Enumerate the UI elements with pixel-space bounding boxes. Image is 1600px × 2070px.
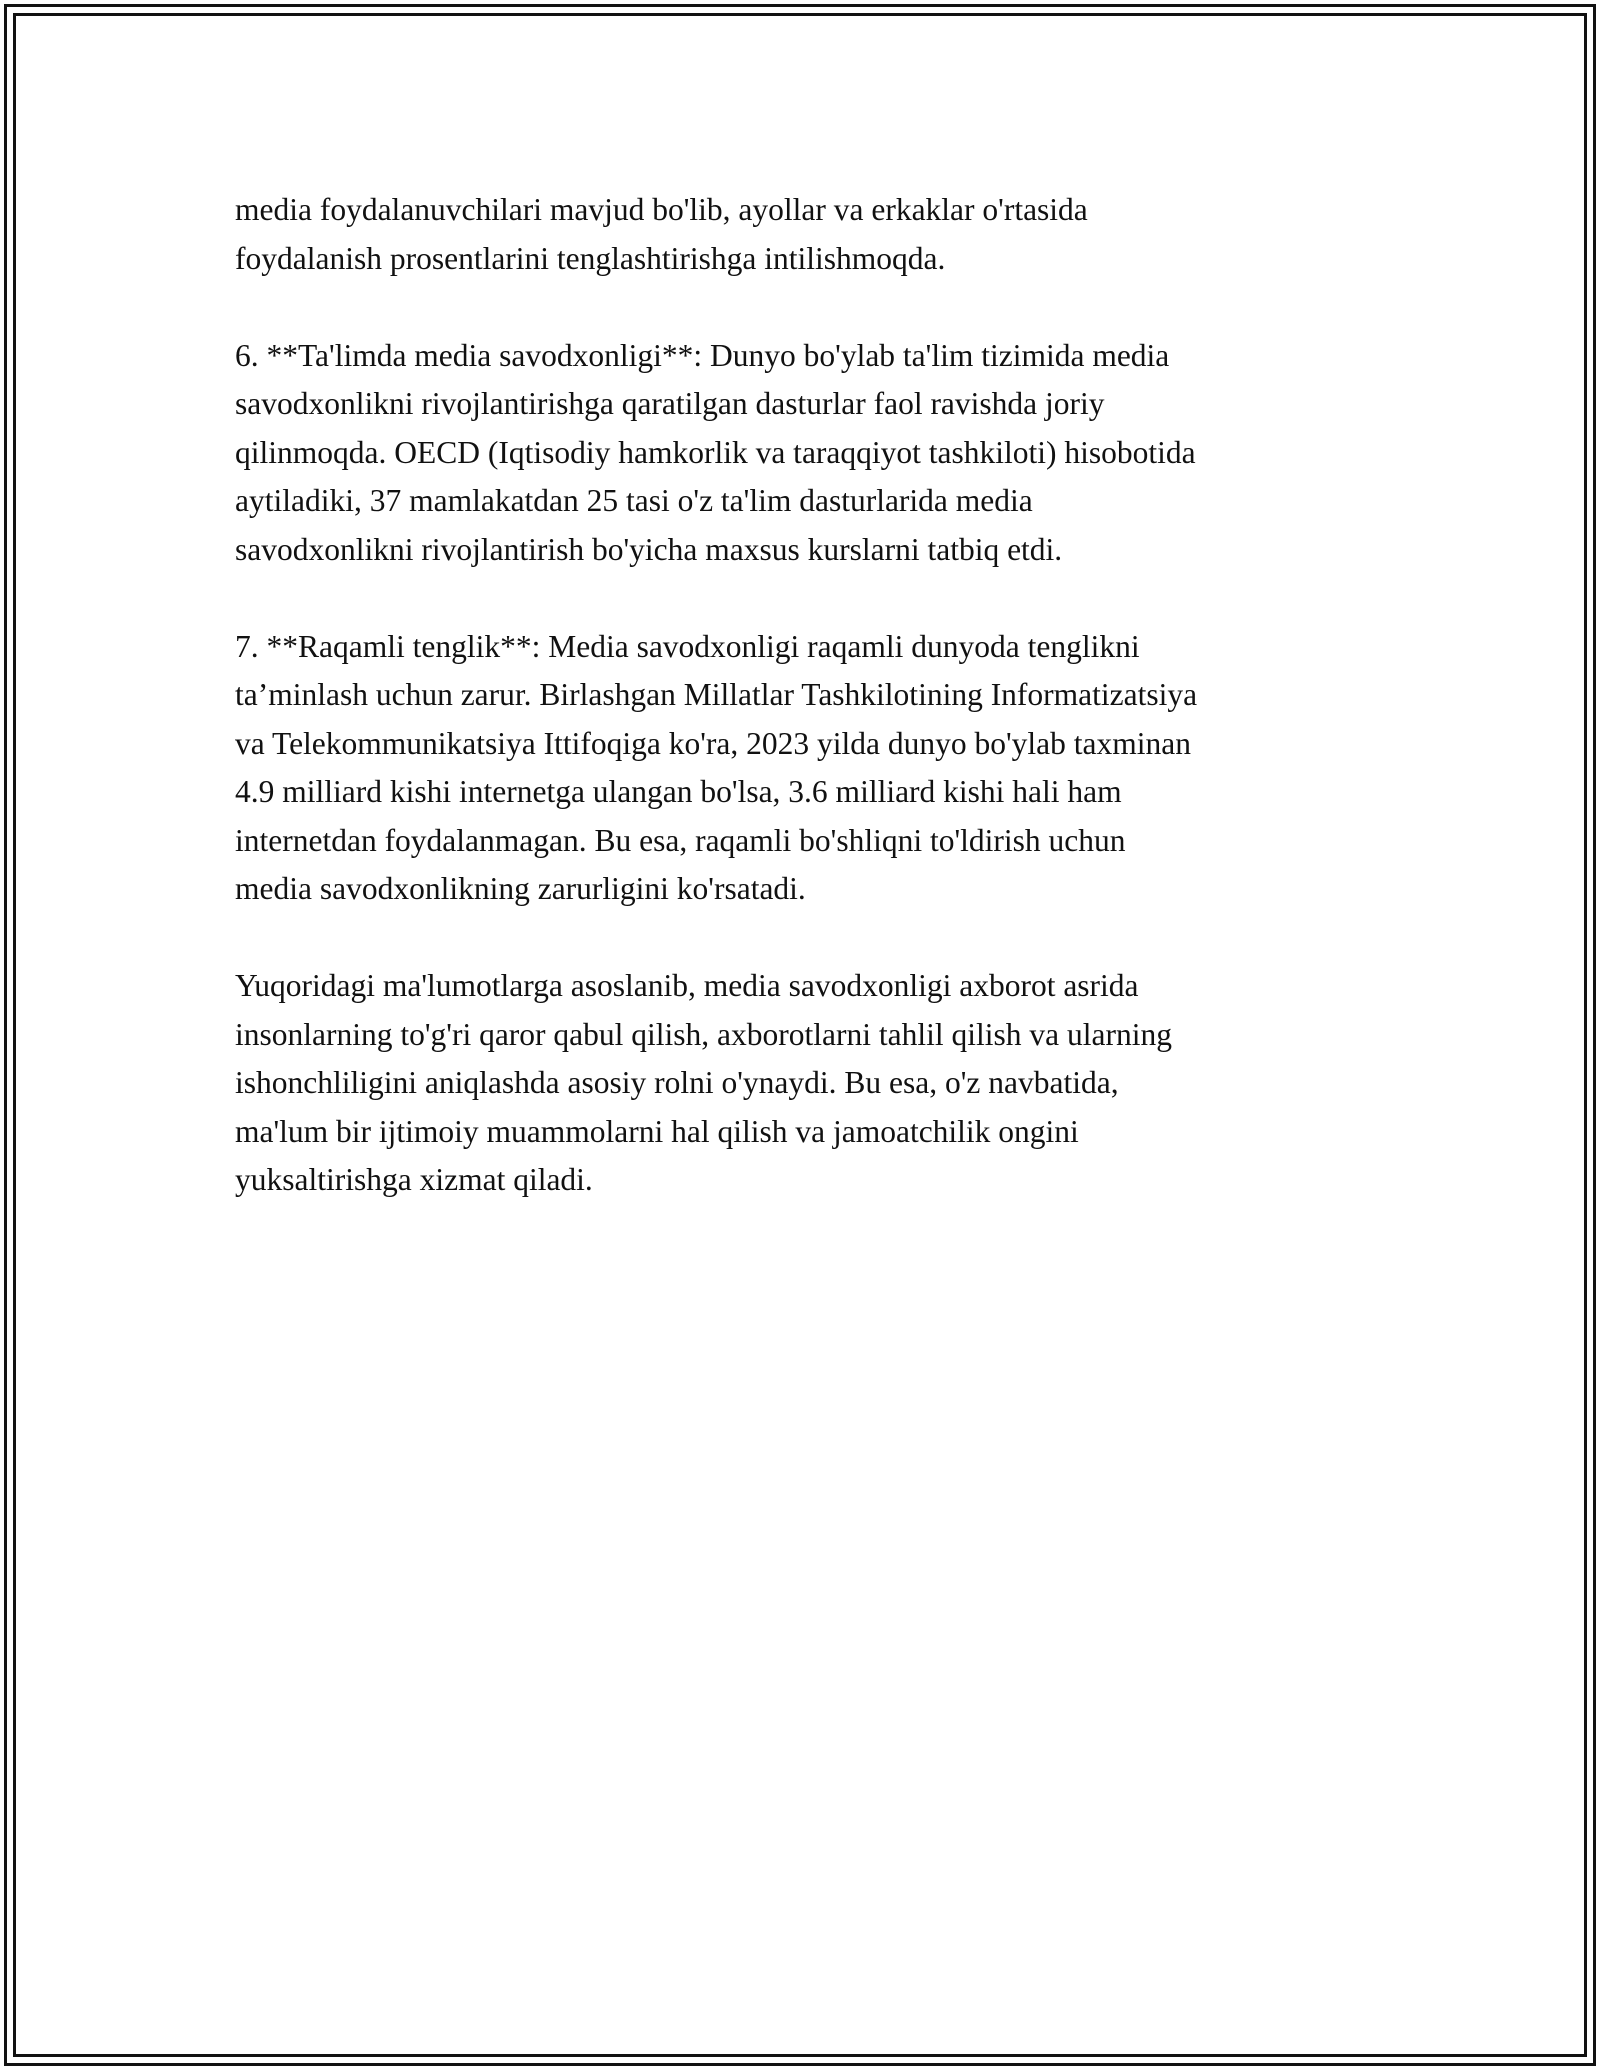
text-line: va Telekommunikatsiya Ittifoqiga ko'ra, 2023 yilda dunyo bo'ylab taxminan xyxy=(235,725,1191,761)
paragraph-conclusion xyxy=(235,962,1395,1205)
text-line: media foydalanuvchilari mavjud bo'lib, ayollar va erkaklar o'rtasida xyxy=(235,192,1088,227)
text-line: insonlarning to'g'ri qaror qabul qilish, axborotlarni tahlil qilish va ularning xyxy=(235,1016,1172,1052)
text-line: foydalanish prosentlarini tenglashtirishga intilishmoqda. xyxy=(235,240,946,276)
text-line: ta’minlash uchun zarur. Birlashgan Millatlar Tashkilotining Informatizatsiya xyxy=(235,677,1198,712)
text-line: savodxonlikni rivojlantirish bo'yicha maxsus kurslarni tatbiq etdi. xyxy=(235,531,1063,567)
text-line: yuksaltirishga xizmat qiladi. xyxy=(235,1162,593,1197)
text-line: ma'lum bir ijtimoiy muammolarni hal qilish va jamoatchilik ongini xyxy=(235,1113,1079,1149)
text-line: 6. **Ta'limda media savodxonligi**: Dunyo bo'ylab ta'lim tizimida media xyxy=(235,337,1170,373)
text-line: Yuqoridagi ma'lumotlarga asoslanib, media savodxonligi axborot asrida xyxy=(235,968,1139,1003)
text-line: ishonchliligini aniqlashda asosiy rolni o'ynaydi. Bu esa, o'z navbatida, xyxy=(235,1065,1119,1100)
text-line: savodxonlikni rivojlantirishga qaratilgan dasturlar faol ravishda joriy xyxy=(235,386,1105,421)
text-line: 4.9 milliard kishi internetga ulangan bo'lsa, 3.6 milliard kishi hali ham xyxy=(235,774,1122,809)
paragraph-item-7 xyxy=(235,623,1395,914)
text-line: aytiladiki, 37 mamlakatdan 25 tasi o'z ta'lim dasturlarida media xyxy=(235,483,1033,518)
text-line: 7. **Raqamli tenglik**: Media savodxonligi raqamli dunyoda tenglikni xyxy=(235,628,1140,664)
text-line: internetdan foydalanmagan. Bu esa, raqamli bo'shliqni to'ldirish uchun xyxy=(235,822,1126,858)
paragraph-item-6 xyxy=(235,332,1395,575)
text-line: media savodxonlikning zarurligini ko'rsatadi. xyxy=(235,871,806,906)
document-body xyxy=(235,186,1395,1205)
text-line: qilinmoqda. OECD (Iqtisodiy hamkorlik va taraqqiyot tashkiloti) hisobotida xyxy=(235,434,1196,470)
paragraph-continuation xyxy=(235,186,1395,283)
